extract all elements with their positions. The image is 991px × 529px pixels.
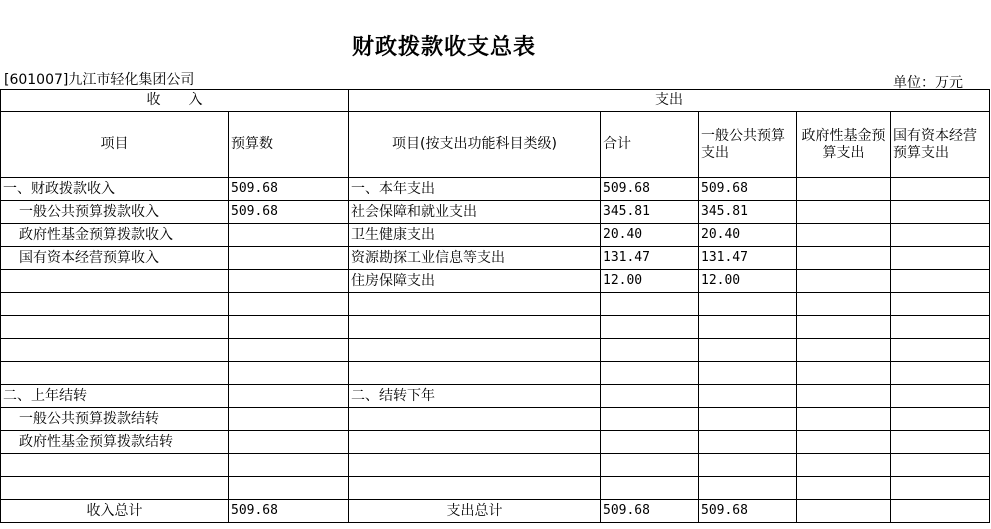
table-row [1, 385, 990, 408]
income-item-cell: 国有资本经营预算收入 [1, 247, 229, 270]
budget-table [0, 89, 990, 523]
expense-item-cell [349, 339, 601, 362]
expense-general-cell: 509.68 [699, 178, 797, 201]
expense-fund-cell [797, 293, 891, 316]
expense-general-cell [699, 385, 797, 408]
expense-item-cell: 住房保障支出 [349, 270, 601, 293]
col-state-header: 国有资本经营预算支出 [891, 112, 990, 178]
expense-total-cell: 131.47 [601, 247, 699, 270]
expense-header: 支出 [349, 90, 990, 112]
income-value-cell [229, 270, 349, 293]
expense-general-cell [699, 362, 797, 385]
expense-total-cell: 20.40 [601, 224, 699, 247]
expense-total-value: 509.68 [601, 500, 699, 523]
expense-item-cell [349, 316, 601, 339]
expense-total-cell [601, 477, 699, 500]
expense-total-cell: 509.68 [601, 178, 699, 201]
table-row [1, 408, 990, 431]
table-row [1, 247, 990, 270]
col-general-header: 一般公共预算支出 [699, 112, 797, 178]
expense-state-cell [891, 408, 990, 431]
income-value-cell [229, 454, 349, 477]
expense-state-cell [891, 431, 990, 454]
income-item-cell [1, 270, 229, 293]
income-value-cell [229, 408, 349, 431]
expense-general-cell [699, 477, 797, 500]
income-header: 收 入 [1, 90, 349, 112]
expense-state-cell [891, 339, 990, 362]
expense-fund-cell [797, 477, 891, 500]
expense-fund-total [797, 500, 891, 523]
income-value-cell [229, 293, 349, 316]
expense-total-cell [601, 454, 699, 477]
income-item-cell [1, 293, 229, 316]
income-value-cell: 509.68 [229, 201, 349, 224]
income-item-cell: 一般公共预算拨款结转 [1, 408, 229, 431]
expense-item-cell [349, 408, 601, 431]
table-row [1, 178, 990, 201]
income-value-cell [229, 362, 349, 385]
expense-item-cell: 一、本年支出 [349, 178, 601, 201]
income-item-cell: 政府性基金预算拨款结转 [1, 431, 229, 454]
expense-state-cell [891, 477, 990, 500]
expense-general-cell: 131.47 [699, 247, 797, 270]
expense-item-cell [349, 293, 601, 316]
col-total-header: 合计 [601, 112, 699, 178]
expense-general-total: 509.68 [699, 500, 797, 523]
expense-general-cell [699, 454, 797, 477]
income-item-cell [1, 362, 229, 385]
income-item-cell [1, 316, 229, 339]
expense-fund-cell [797, 224, 891, 247]
income-item-cell: 二、上年结转 [1, 385, 229, 408]
expense-fund-cell [797, 362, 891, 385]
income-item-cell: 一、财政拨款收入 [1, 178, 229, 201]
col-item-header: 项目 [1, 112, 229, 178]
expense-state-cell [891, 454, 990, 477]
expense-state-cell [891, 385, 990, 408]
unit-label: 单位：万元 [893, 75, 963, 91]
expense-fund-cell [797, 201, 891, 224]
expense-item-cell [349, 477, 601, 500]
income-value-cell [229, 431, 349, 454]
table-row [1, 362, 990, 385]
expense-general-cell [699, 293, 797, 316]
expense-fund-cell [797, 270, 891, 293]
table-row [1, 316, 990, 339]
expense-general-cell [699, 316, 797, 339]
expense-state-cell [891, 316, 990, 339]
expense-state-cell [891, 224, 990, 247]
expense-general-cell [699, 339, 797, 362]
expense-general-cell [699, 408, 797, 431]
col-budget-header: 预算数 [229, 112, 349, 178]
income-item-cell [1, 339, 229, 362]
table-row [1, 293, 990, 316]
income-total-label: 收入总计 [1, 500, 229, 523]
expense-item-cell: 资源勘探工业信息等支出 [349, 247, 601, 270]
expense-total-cell [601, 339, 699, 362]
expense-fund-cell [797, 385, 891, 408]
expense-fund-cell [797, 408, 891, 431]
income-item-cell [1, 454, 229, 477]
income-value-cell: 509.68 [229, 178, 349, 201]
expense-fund-cell [797, 247, 891, 270]
table-row [1, 477, 990, 500]
organization-label: [601007]九江市轻化集团公司 [4, 72, 195, 88]
expense-state-cell [891, 270, 990, 293]
income-value-cell [229, 224, 349, 247]
expense-total-cell: 12.00 [601, 270, 699, 293]
income-value-cell [229, 339, 349, 362]
income-item-cell: 政府性基金预算拨款收入 [1, 224, 229, 247]
expense-general-cell: 345.81 [699, 201, 797, 224]
expense-general-cell: 12.00 [699, 270, 797, 293]
expense-total-cell [601, 316, 699, 339]
table-row [1, 339, 990, 362]
table-row [1, 201, 990, 224]
expense-general-cell [699, 431, 797, 454]
expense-state-cell [891, 293, 990, 316]
income-item-cell [1, 477, 229, 500]
table-row [1, 454, 990, 477]
expense-total-cell [601, 362, 699, 385]
income-value-cell [229, 477, 349, 500]
expense-fund-cell [797, 454, 891, 477]
expense-state-cell [891, 247, 990, 270]
table-row [1, 270, 990, 293]
table-row [1, 431, 990, 454]
expense-total-cell [601, 385, 699, 408]
expense-state-cell [891, 362, 990, 385]
expense-item-cell [349, 362, 601, 385]
expense-item-cell [349, 454, 601, 477]
expense-total-cell [601, 293, 699, 316]
expense-fund-cell [797, 178, 891, 201]
expense-item-cell: 二、结转下年 [349, 385, 601, 408]
expense-state-total [891, 500, 990, 523]
expense-total-cell: 345.81 [601, 201, 699, 224]
income-value-cell [229, 316, 349, 339]
expense-general-cell: 20.40 [699, 224, 797, 247]
expense-total-label: 支出总计 [349, 500, 601, 523]
expense-item-cell: 社会保障和就业支出 [349, 201, 601, 224]
income-value-cell [229, 385, 349, 408]
expense-fund-cell [797, 316, 891, 339]
report-title: 财政拨款收支总表 [351, 35, 536, 60]
expense-total-cell [601, 408, 699, 431]
col-exp-item-header: 项目(按支出功能科目类级) [349, 112, 601, 178]
expense-fund-cell [797, 431, 891, 454]
table-row [1, 224, 990, 247]
expense-item-cell [349, 431, 601, 454]
expense-total-cell [601, 431, 699, 454]
expense-item-cell: 卫生健康支出 [349, 224, 601, 247]
expense-state-cell [891, 201, 990, 224]
income-value-cell [229, 247, 349, 270]
expense-state-cell [891, 178, 990, 201]
expense-fund-cell [797, 339, 891, 362]
col-fund-header: 政府性基金预算支出 [797, 112, 891, 178]
income-item-cell: 一般公共预算拨款收入 [1, 201, 229, 224]
income-total-value: 509.68 [229, 500, 349, 523]
